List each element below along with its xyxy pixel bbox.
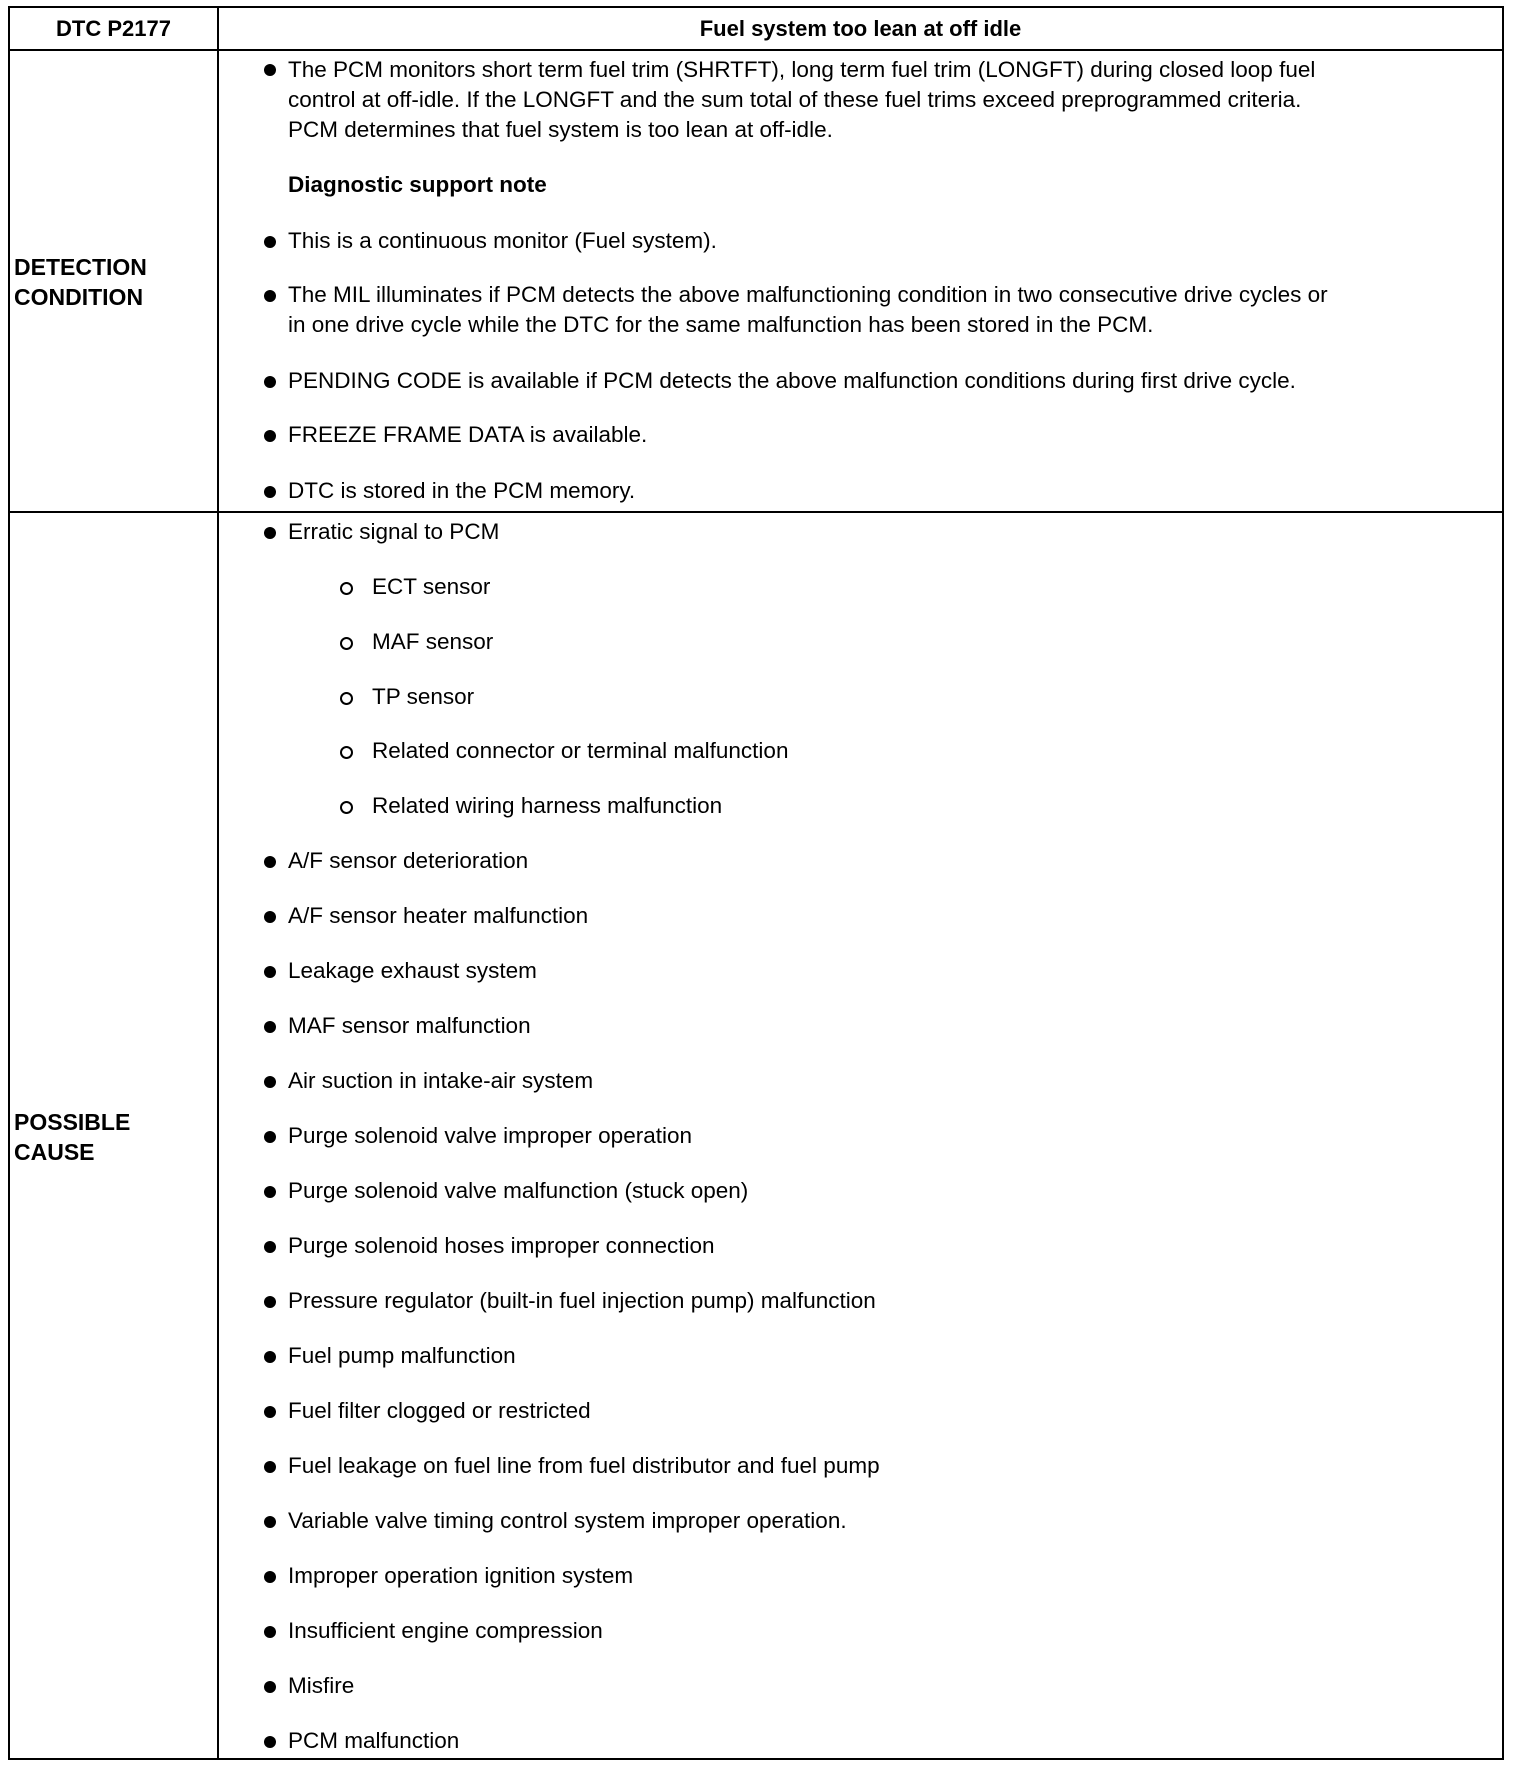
detection-item: PENDING CODE is available if PCM detects the above malfunction conditions during first drive cycle.: [288, 368, 1296, 393]
circle-bullet-icon: [340, 692, 353, 705]
dtc-table: [8, 6, 1504, 1760]
column-divider: [217, 8, 219, 1758]
circle-bullet-icon: [340, 746, 353, 759]
circle-bullet-icon: [340, 801, 353, 814]
detection-item: FREEZE FRAME DATA is available.: [288, 422, 648, 447]
cause-item: Improper operation ignition system: [288, 1563, 634, 1588]
bullet-icon: [264, 856, 276, 868]
bullet-icon: [264, 527, 276, 539]
diagnostic-support-note: Diagnostic support note: [288, 172, 547, 197]
cause-item: Fuel pump malfunction: [288, 1343, 516, 1368]
cause-item: Purge solenoid valve improper operation: [288, 1123, 692, 1148]
cause-item: Variable valve timing control system improper operation.: [288, 1508, 847, 1533]
bullet-icon: [264, 1681, 276, 1693]
cause-item: PCM malfunction: [288, 1728, 460, 1753]
bullet-icon: [264, 1571, 276, 1583]
header-divider: [10, 49, 1502, 51]
cause-item: Insufficient engine compression: [288, 1618, 603, 1643]
bullet-icon: [264, 1131, 276, 1143]
bullet-icon: [264, 236, 276, 248]
bullet-icon: [264, 376, 276, 388]
cause-sub-item: TP sensor: [372, 684, 475, 709]
bullet-icon: [264, 1076, 276, 1088]
cause-item: Leakage exhaust system: [288, 958, 537, 983]
detection-item: The PCM monitors short term fuel trim (SHRTFT), long term fuel trim (LONGFT) during closed loop fuel control at off-idle. If the LONGFT and the sum total of these fuel trims exceed preprogrammed criteria. PCM determines that fuel system is too lean at off-idle.: [288, 57, 1316, 142]
bullet-icon: [264, 1296, 276, 1308]
bullet-icon: [264, 1351, 276, 1363]
bullet-icon: [264, 966, 276, 978]
bullet-icon: [264, 911, 276, 923]
cause-item: A/F sensor deterioration: [288, 848, 529, 873]
circle-bullet-icon: [340, 637, 353, 650]
cause-sub-item: Related wiring harness malfunction: [372, 793, 723, 818]
row-divider: [10, 511, 1502, 513]
detection-condition-label: DETECTION CONDITION: [14, 254, 147, 310]
bullet-icon: [264, 1021, 276, 1033]
bullet-icon: [264, 1406, 276, 1418]
cause-sub-item: Related connector or terminal malfunction: [372, 738, 789, 763]
cause-item: Misfire: [288, 1673, 355, 1698]
bullet-icon: [264, 486, 276, 498]
cause-item: Erratic signal to PCM: [288, 519, 500, 544]
cause-item: MAF sensor malfunction: [288, 1013, 531, 1038]
cause-item: Fuel filter clogged or restricted: [288, 1398, 591, 1423]
detection-item: The MIL illuminates if PCM detects the above malfunctioning condition in two consecutive drive cycles or in one drive cycle while the DTC for the same malfunction has been stored in the PCM.: [288, 282, 1328, 337]
cause-sub-item: ECT sensor: [372, 574, 491, 599]
bullet-icon: [264, 290, 276, 302]
possible-cause-label: POSSIBLE CAUSE: [14, 1109, 131, 1165]
cause-item: Air suction in intake-air system: [288, 1068, 594, 1093]
detection-item: This is a continuous monitor (Fuel system).: [288, 228, 717, 253]
detection-item: DTC is stored in the PCM memory.: [288, 478, 636, 503]
bullet-icon: [264, 430, 276, 442]
bullet-icon: [264, 1241, 276, 1253]
bullet-icon: [264, 64, 276, 76]
cause-sub-item: MAF sensor: [372, 629, 494, 654]
dtc-title: Fuel system too lean at off idle: [699, 15, 1022, 41]
cause-item: A/F sensor heater malfunction: [288, 903, 589, 928]
cause-item: Fuel leakage on fuel line from fuel distributor and fuel pump: [288, 1453, 880, 1478]
bullet-icon: [264, 1736, 276, 1748]
bullet-icon: [264, 1461, 276, 1473]
bullet-icon: [264, 1186, 276, 1198]
circle-bullet-icon: [340, 582, 353, 595]
bullet-icon: [264, 1516, 276, 1528]
cause-item: Purge solenoid hoses improper connection: [288, 1233, 715, 1258]
cause-item: Pressure regulator (built-in fuel injection pump) malfunction: [288, 1288, 876, 1313]
dtc-code: DTC P2177: [56, 15, 171, 41]
bullet-icon: [264, 1626, 276, 1638]
cause-item: Purge solenoid valve malfunction (stuck open): [288, 1178, 749, 1203]
